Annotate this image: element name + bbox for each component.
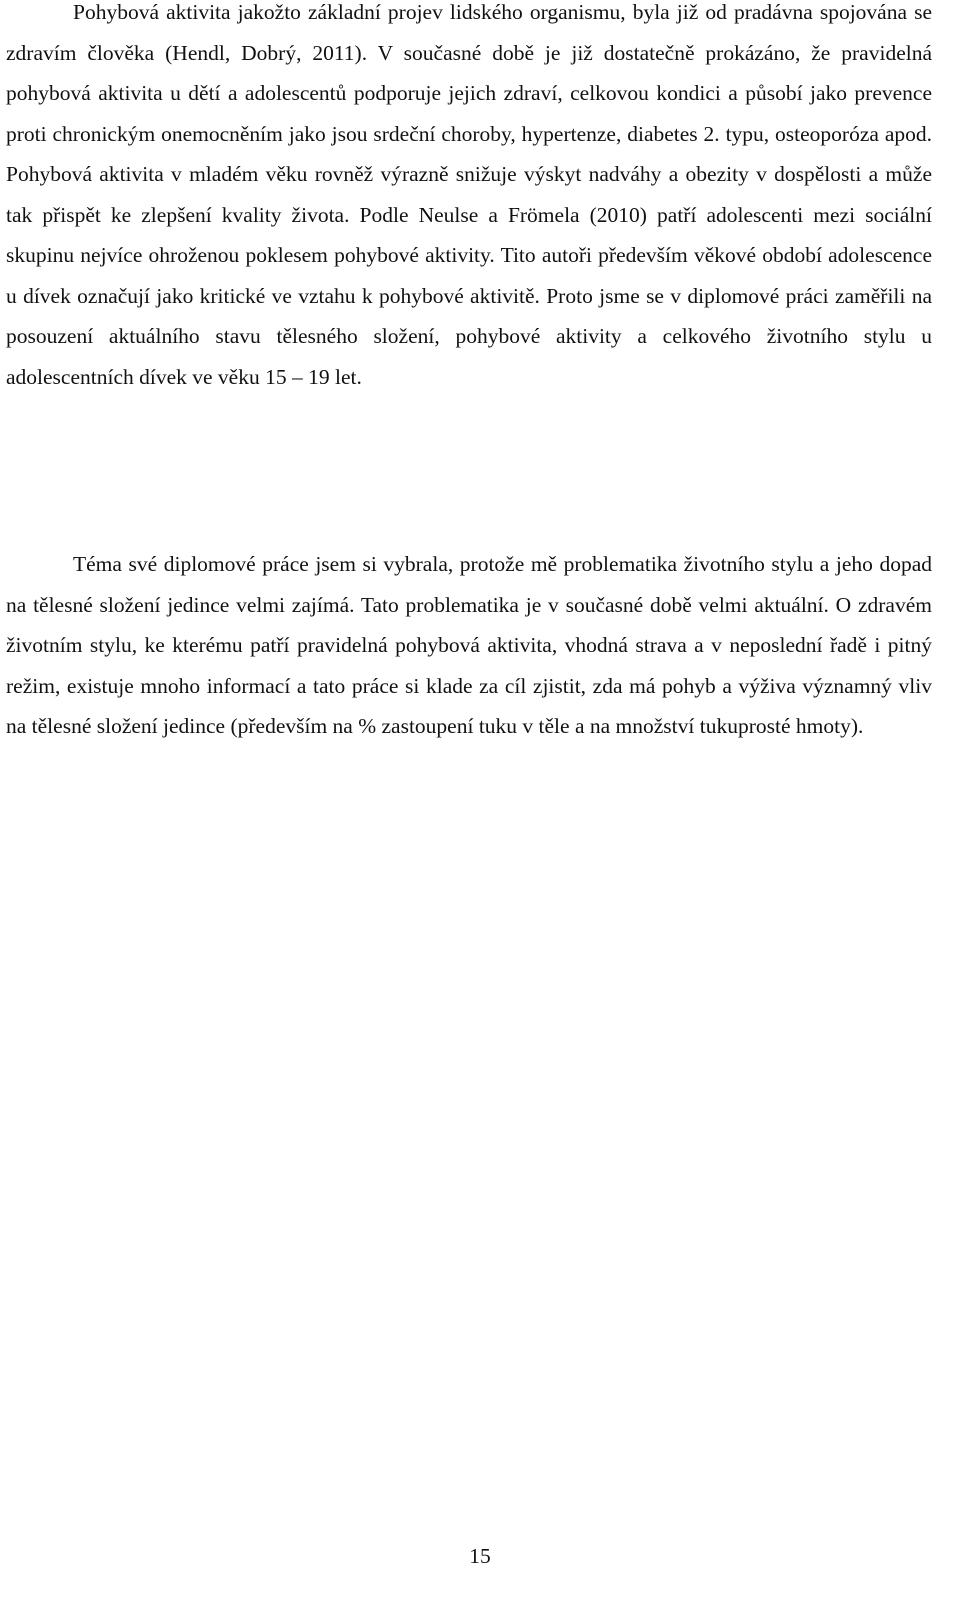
paragraph-thesis-topic: Téma své diplomové práce jsem si vybrala, protože mě problematika životního stylu a jeho dopad na tělesné složení jedince velmi zajímá. Tato problematika je v současné době velmi aktuální. O zdravém životním stylu, ke kterému patří pravidelná pohybová aktivita, vhodná strava a v neposlední řadě i pitný režim, existuje mnoho informací a tato práce si klade za cíl zjistit, zda má pohyb a výživa významný vliv na tělesné složení jedince (především na % zastoupení tuku v těle a na množství tukuprosté hmoty). xyxy=(6,552,932,738)
paragraph-physical-activity: Pohybová aktivita jakožto základní projev lidského organismu, byla již od pradávna spojována se zdravím člověka (Hendl, Dobrý, 2011). V současné době je již dostatečně prokázáno, že pravidelná pohybová aktivita u dětí a adolescentů podporuje jejich zdraví, celkovou kondici a působí jako prevence proti chronickým onemocněním jako jsou srdeční choroby, hypertenze, diabetes 2. typu, osteoporóza apod. Pohybová aktivita v mladém věku rovněž výrazně snižuje výskyt nadváhy a obezity v dospělosti a může tak přispět ke zlepšení kvality života. Podle Neulse a Frömela (2010) patří adolescenti mezi sociální skupinu nejvíce ohroženou poklesem pohybové aktivity. Tito autoři především věkové období adolescence u dívek označují jako kritické ve vztahu k pohybové aktivitě. Proto jsme se v diplomové práci zaměřili na posouzení aktuálního stavu tělesného složení, pohybové aktivity a celkového životního stylu u adolescentních dívek ve věku 15 – 19 let. xyxy=(6,0,932,389)
page-number: 15 xyxy=(469,1544,491,1568)
